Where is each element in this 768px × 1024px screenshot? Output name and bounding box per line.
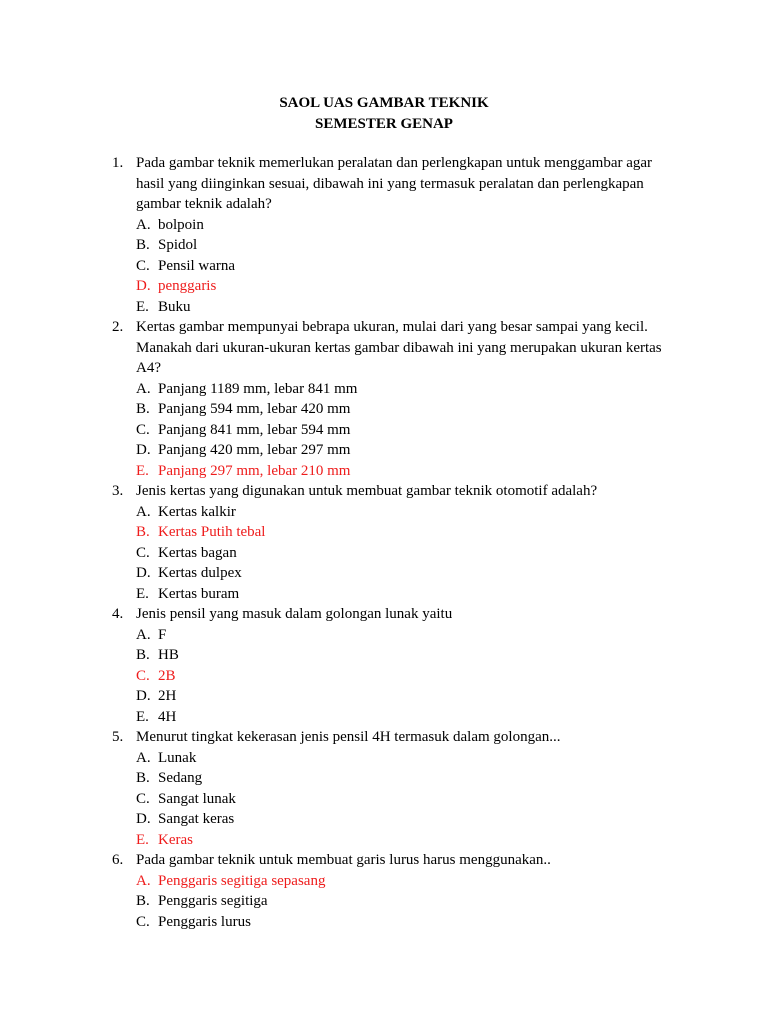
option-text: Panjang 297 mm, lebar 210 mm xyxy=(158,462,351,479)
option-text: Panjang 841 mm, lebar 594 mm xyxy=(158,421,351,438)
answer-option xyxy=(136,256,672,277)
answer-options xyxy=(136,871,672,933)
question-number: 3. xyxy=(112,483,124,499)
answer-option xyxy=(136,809,672,830)
option-letter: A. xyxy=(136,749,151,766)
option-letter: A. xyxy=(136,380,151,397)
answer-option-correct xyxy=(136,276,672,297)
option-text: 2H xyxy=(158,688,177,704)
option-letter: A. xyxy=(136,216,151,233)
question-text: Jenis pensil yang masuk dalam golongan lunak yaitu xyxy=(136,606,453,622)
option-text: Buku xyxy=(158,298,191,315)
option-letter: A. xyxy=(136,626,151,643)
option-text: Panjang 594 mm, lebar 420 mm xyxy=(158,401,351,417)
answer-option-correct xyxy=(136,830,672,851)
answer-option xyxy=(136,625,672,646)
question-item xyxy=(112,481,672,604)
option-text: Sangat keras xyxy=(158,811,235,827)
option-letter: C. xyxy=(136,257,150,274)
option-letter: D. xyxy=(136,811,151,827)
option-letter: E. xyxy=(136,831,149,848)
answer-option xyxy=(136,748,672,769)
question-item xyxy=(112,604,672,727)
answer-options xyxy=(136,625,672,728)
answer-option xyxy=(136,891,672,912)
option-text: Panjang 1189 mm, lebar 841 mm xyxy=(158,380,358,397)
option-letter: D. xyxy=(136,688,151,704)
answer-option xyxy=(136,399,672,420)
option-letter: B. xyxy=(136,893,150,909)
question-item xyxy=(112,153,672,317)
answer-option xyxy=(136,707,672,728)
question-number: 5. xyxy=(112,729,124,745)
answer-option xyxy=(136,645,672,666)
option-letter: B. xyxy=(136,770,150,786)
answer-option xyxy=(136,297,672,318)
answer-option xyxy=(136,543,672,564)
answer-option-correct xyxy=(136,666,672,687)
option-text: HB xyxy=(158,647,179,663)
answer-option xyxy=(136,235,672,256)
answer-options xyxy=(136,748,672,851)
document-subtitle: SEMESTER GENAP xyxy=(315,116,453,132)
option-text: Kertas Putih tebal xyxy=(158,524,266,540)
option-text: Kertas dulpex xyxy=(158,565,242,581)
option-letter: A. xyxy=(136,872,151,889)
option-letter: C. xyxy=(136,421,150,438)
option-letter: C. xyxy=(136,544,150,561)
option-text: 4H xyxy=(158,708,177,725)
option-text: Penggaris lurus xyxy=(158,913,251,930)
option-text: Spidol xyxy=(158,237,198,253)
option-text: Pensil warna xyxy=(158,257,236,274)
answer-option xyxy=(136,440,672,461)
answer-option-correct xyxy=(136,871,672,892)
option-text: Sedang xyxy=(158,770,203,786)
answer-option-correct xyxy=(136,461,672,482)
answer-option xyxy=(136,912,672,933)
question-item xyxy=(112,850,672,932)
option-text: penggaris xyxy=(158,278,217,294)
option-letter: E. xyxy=(136,708,149,725)
option-text: Keras xyxy=(158,831,193,848)
option-text: Lunak xyxy=(158,749,197,766)
option-letter: B. xyxy=(136,237,150,253)
option-letter: C. xyxy=(136,913,150,930)
option-text: Panjang 420 mm, lebar 297 mm xyxy=(158,442,351,458)
answer-option xyxy=(136,215,672,236)
option-letter: C. xyxy=(136,790,150,807)
answer-options xyxy=(136,215,672,318)
option-text: Penggaris segitiga xyxy=(158,893,268,909)
option-text: bolpoin xyxy=(158,216,204,233)
answer-options xyxy=(136,502,672,605)
answer-option xyxy=(136,420,672,441)
answer-option xyxy=(136,584,672,605)
option-letter: B. xyxy=(136,401,150,417)
answer-option xyxy=(136,686,672,707)
question-number: 4. xyxy=(112,606,124,622)
question-item xyxy=(112,727,672,850)
option-letter: B. xyxy=(136,647,150,663)
question-text: Jenis kertas yang digunakan untuk membuat gambar teknik otomotif adalah? xyxy=(136,483,598,499)
option-text: Penggaris segitiga sepasang xyxy=(158,872,326,889)
option-text: 2B xyxy=(158,667,176,684)
question-list xyxy=(112,153,672,932)
option-letter: C. xyxy=(136,667,150,684)
option-letter: B. xyxy=(136,524,150,540)
question-text: Pada gambar teknik untuk membuat garis lurus harus menggunakan.. xyxy=(136,852,551,868)
question-text: Pada gambar teknik memerlukan peralatan dan perlengkapan untuk menggambar agar hasil yang diinginkan sesuai, dibawah ini yang termasuk peralatan dan perlengkapan gambar teknik adalah? xyxy=(136,155,653,212)
question-number: 6. xyxy=(112,852,124,868)
answer-options xyxy=(136,379,672,482)
answer-option xyxy=(136,563,672,584)
question-number: 1. xyxy=(112,155,124,171)
option-letter: A. xyxy=(136,503,151,520)
option-text: Sangat lunak xyxy=(158,790,236,807)
option-letter: D. xyxy=(136,565,151,581)
option-letter: E. xyxy=(136,298,149,315)
answer-option xyxy=(136,502,672,523)
question-text: Kertas gambar mempunyai bebrapa ukuran, mulai dari yang besar sampai yang kecil. Manakah dari ukuran-ukuran kertas gambar dibawah ini yang merupakan ukuran kertas A4? xyxy=(136,319,662,376)
option-letter: E. xyxy=(136,462,149,479)
document-title: SAOL UAS GAMBAR TEKNIK xyxy=(279,95,489,111)
question-text: Menurut tingkat kekerasan jenis pensil 4H termasuk dalam golongan... xyxy=(136,729,561,745)
question-item xyxy=(112,317,672,481)
option-text: Kertas buram xyxy=(158,585,240,602)
option-text: Kertas kalkir xyxy=(158,503,236,520)
option-text: F xyxy=(158,626,167,643)
answer-option xyxy=(136,379,672,400)
answer-option-correct xyxy=(136,522,672,543)
option-letter: D. xyxy=(136,278,151,294)
option-text: Kertas bagan xyxy=(158,544,237,561)
option-letter: D. xyxy=(136,442,151,458)
option-letter: E. xyxy=(136,585,149,602)
answer-option xyxy=(136,768,672,789)
answer-option xyxy=(136,789,672,810)
question-number: 2. xyxy=(112,319,124,335)
